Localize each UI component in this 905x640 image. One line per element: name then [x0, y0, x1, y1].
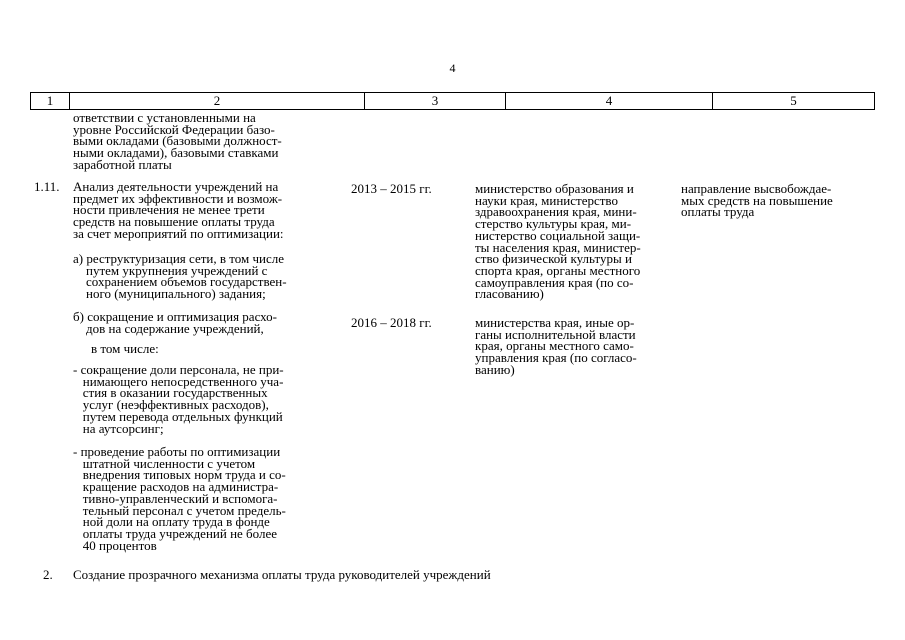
- table-header-row: [30, 92, 875, 110]
- term-2013-2015: 2013 – 2015 гг.: [351, 181, 432, 196]
- header-col-2: 2: [70, 93, 365, 109]
- bullet-outsourcing: - сокращение доли персонала, не при- нимающего непосредственного уча- стия в оказании государственных услуг (неэффективных расходов), путем перевода отдельных функций на аутсорсинг;: [73, 362, 284, 436]
- row-2-title: Создание прозрачного механизма оплаты труда руководителей учреждений: [73, 567, 491, 582]
- term-2016-2018: 2016 – 2018 гг.: [351, 315, 432, 330]
- row-number-2: 2.: [43, 567, 53, 582]
- expected-result: направление высвобождае- мых средств на повышение оплаты труда: [681, 181, 833, 220]
- executors-first: министерство образования и науки края, министерство здравоохранения края, мини- стерство культуры края, ми- нистерство социальной защи- ты населения края, министер- ство физической культуры и спорта края, органы местного самоуправления края (по со- гласованию): [475, 181, 641, 302]
- item-a: а) реструктуризация сети, в том числе путем укрупнения учреждений с сохранением объемов государствен- ного (муниципального) задания;: [73, 251, 287, 302]
- row-number-1-11: 1.11.: [34, 179, 60, 194]
- page-number: 4: [449, 61, 456, 75]
- header-col-3: 3: [365, 93, 506, 109]
- continuation-text: ответствии с установленными на уровне Российской Федерации базо- выми окладами (базовыми должност- ными окладами), базовыми ставками заработной платы: [73, 110, 282, 172]
- header-col-1: 1: [31, 93, 70, 109]
- bullet-staff-optimization: - проведение работы по оптимизации штатной численности с учетом внедрения типовых норм труда и со- кращение расходов на администра- тивно-управленческий и вспомога- тельный персонал с учетом предель- ной доли на оплату труда в фонде оплаты труда учреждений не более 40 процентов: [73, 444, 286, 553]
- executors-second: министерства края, иные ор- ганы исполнительной власти края, органы местного само- управления края (по согласо- ванию): [475, 315, 637, 377]
- item-b: б) сокращение и оптимизация расхо- дов на содержание учреждений,: [73, 309, 278, 336]
- row-description: Анализ деятельности учреждений на предмет их эффективности и возмож- ности привлечения не менее трети средств на повышение оплаты труда за счет мероприятий по оптимизации:: [73, 179, 284, 241]
- header-col-4: 4: [506, 93, 713, 109]
- including-label: в том числе:: [91, 341, 159, 356]
- header-col-5: 5: [790, 93, 797, 108]
